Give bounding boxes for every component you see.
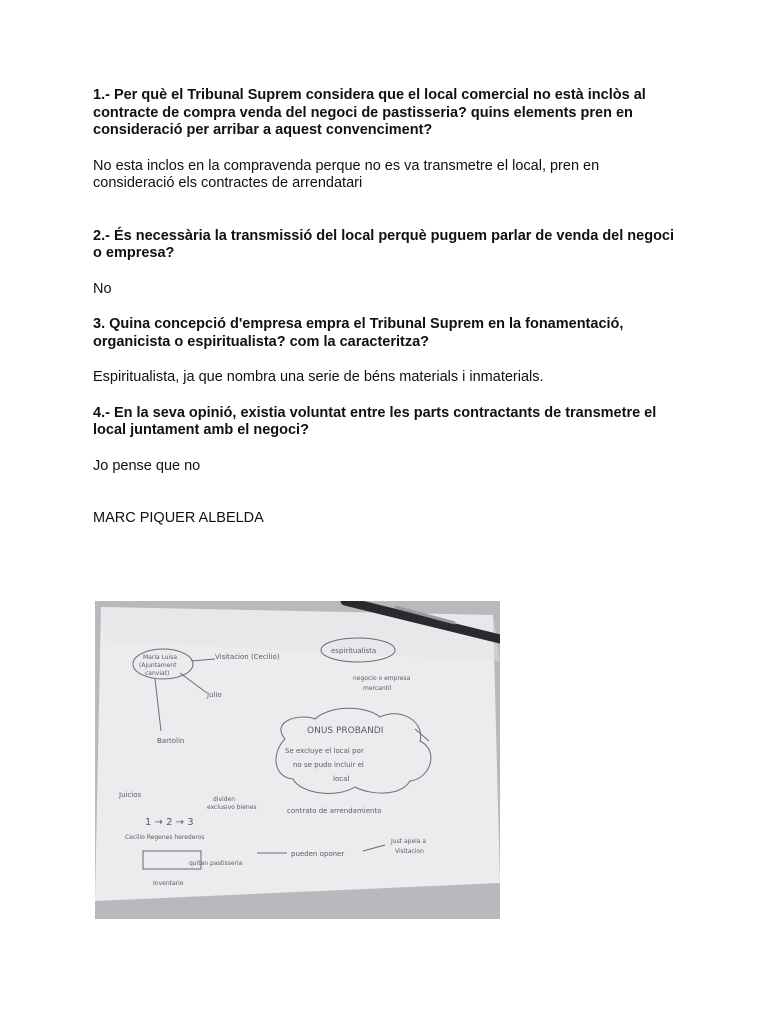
spacer: [93, 475, 683, 510]
notes-paper-illustration: [95, 601, 500, 919]
spacer: [93, 193, 683, 228]
note-text: Just apela a: [391, 838, 427, 845]
note-text: Visitacion: [395, 848, 424, 855]
note-text: Cecilio Regenes herederos: [125, 834, 205, 841]
answer-3: Espiritualista, ja que nombra una serie de béns materials i inmaterials.: [93, 369, 544, 385]
note-text: mercantil: [363, 685, 392, 692]
answer-1: No esta inclos en la compravenda perque no es va transmetre el local, pren en consideració els contractes de arrendatari: [93, 157, 600, 191]
spacer: [93, 263, 683, 281]
note-text: no se pudo incluir el: [293, 761, 364, 769]
spacer: [93, 140, 683, 158]
spacer: [93, 387, 683, 405]
note-text: contrato de arrendamiento: [287, 807, 382, 815]
note-text: 1 → 2 → 3: [145, 817, 194, 828]
note-text: Visitacion (Cecilio): [215, 653, 280, 661]
note-text: ONUS PROBANDI: [307, 726, 384, 736]
note-text: Maria Luisa: [143, 654, 178, 661]
handwritten-notes-photo: [95, 601, 500, 919]
question-2: 2.- És necessària la transmissió del local perquè puguem parlar de venda del negoci o empresa?: [93, 227, 675, 261]
note-text: exclusivo bienes: [207, 804, 257, 811]
note-text: dividen: [213, 796, 235, 803]
note-text: local: [333, 775, 350, 783]
spacer: [93, 440, 683, 458]
document-body: [93, 87, 683, 528]
note-text: Julio: [207, 691, 222, 699]
note-text: quitan pastisseria: [189, 860, 243, 867]
note-text: Se excluye el local por: [285, 747, 364, 755]
question-3: 3. Quina concepció d'empresa empra el Tribunal Suprem en la fonamentació, organicista o espiritualista? com la caracteritza?: [93, 316, 624, 350]
answer-2: No: [93, 280, 112, 297]
note-text: Bartolin: [157, 737, 185, 745]
note-text: Inventario: [153, 880, 184, 887]
note-text: canviat): [145, 670, 170, 677]
note-text: Juicios: [119, 791, 142, 799]
note-text: (Ajuntament: [139, 662, 177, 669]
author-name: MARC PIQUER ALBELDA: [93, 510, 264, 526]
note-text: pueden oponer: [291, 850, 345, 858]
note-text: negocio o empresa: [353, 675, 411, 682]
spacer: [93, 298, 683, 316]
question-4: 4.- En la seva opinió, existia voluntat entre les parts contractants de transmetre el local juntament amb el negoci?: [93, 404, 657, 438]
spacer: [93, 351, 683, 369]
question-1: 1.- Per què el Tribunal Suprem considera que el local comercial no està inclòs al contracte de compra venda del negoci de pastisseria? quins elements pren en consideració per arribar a aquest convenciment?: [93, 87, 646, 138]
answer-4: Jo pense que no: [93, 457, 201, 474]
note-text: espiritualista: [331, 647, 377, 655]
